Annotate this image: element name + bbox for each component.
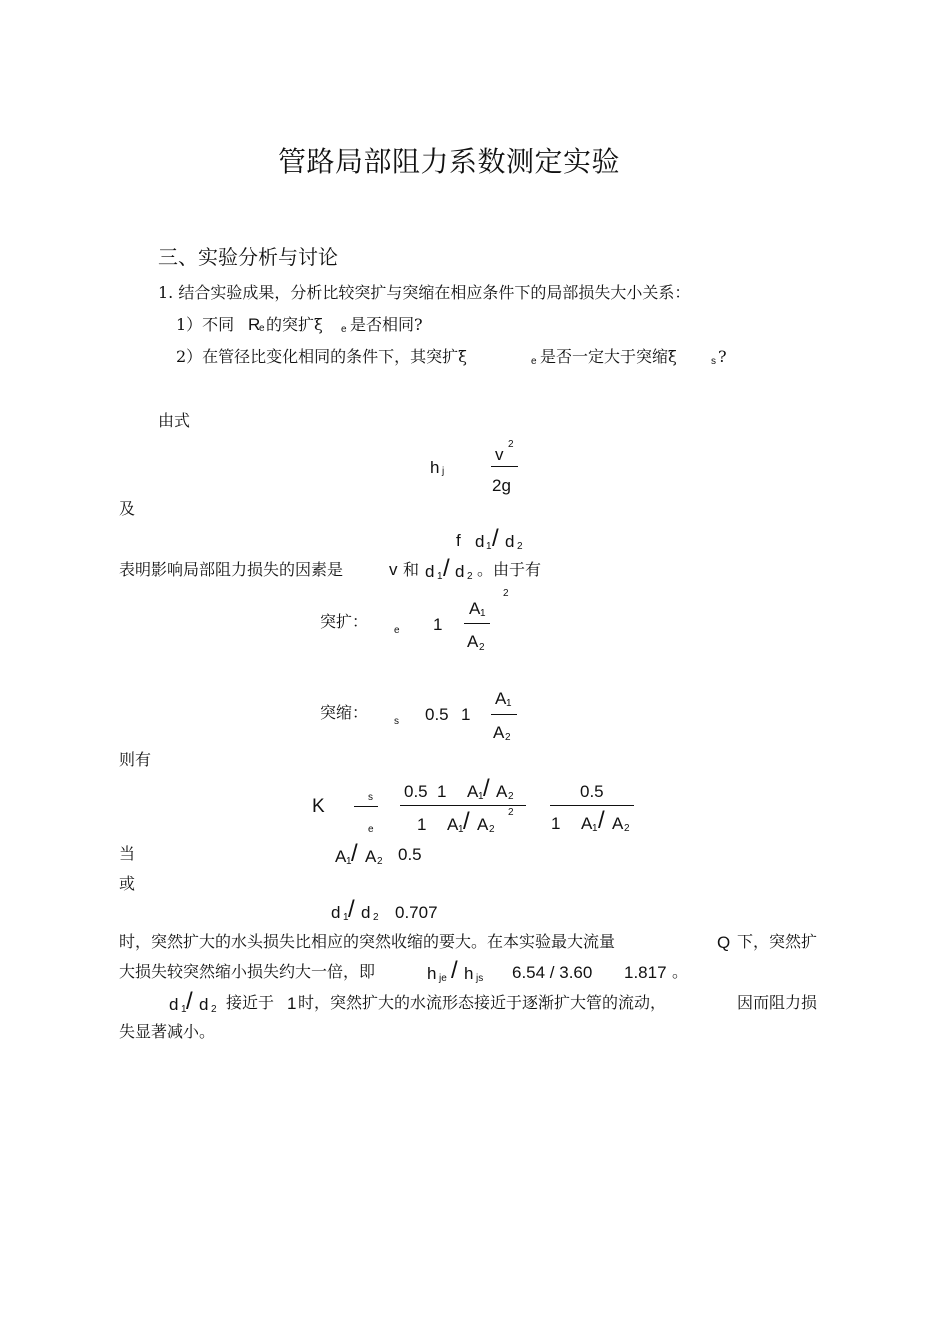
mid-den-A2-sub: 2 <box>489 824 495 835</box>
one-contraction: 1 <box>461 705 471 724</box>
slash-inline: / <box>443 555 450 582</box>
mid-num-05: 0.5 <box>404 782 428 801</box>
d1-symbol: d <box>475 532 485 551</box>
hjs-h: h <box>464 964 474 983</box>
q1b-prefix: 2）在管径比变化相同的条件下，其突扩ξ <box>176 347 467 366</box>
contraction-fraction-bar <box>491 714 517 715</box>
mid-num-slash: / <box>483 775 490 802</box>
expansion-exponent: 2 <box>503 588 509 599</box>
A2-expansion-sub: 2 <box>479 642 485 653</box>
p3-slash: / <box>186 988 193 1015</box>
right-den-A1: A <box>581 814 593 833</box>
mid-den-slash: / <box>463 808 470 835</box>
mid-num-A1: A <box>467 782 479 801</box>
q1a-R-sub: e <box>259 323 265 334</box>
right-den-slash: / <box>598 807 605 834</box>
K-fraction-bar <box>354 806 378 807</box>
hj-slash: / <box>451 957 458 984</box>
mid-den-A2: A <box>477 815 489 834</box>
v-symbol: v <box>495 445 504 464</box>
text-ji: 及 <box>119 499 136 518</box>
dang-A2-sub: 2 <box>377 856 383 867</box>
ratio-d1: d <box>331 903 341 922</box>
text-youyu: 。由于有 <box>477 560 542 579</box>
p3-d1: d <box>169 995 179 1014</box>
page-title: 管路局部阻力系数测定实验 <box>278 145 621 178</box>
q1a-suffix: 是否相同? <box>350 315 423 334</box>
question-1: 1. 结合实验成果，分析比较突扩与突缩在相应条件下的局部损失大小关系： <box>158 283 691 302</box>
hjs-sub: js <box>476 973 484 984</box>
dang-A2: A <box>365 847 377 866</box>
coef-05: 0.5 <box>425 705 449 724</box>
para-line-4: 失显著减小。 <box>119 1022 216 1041</box>
v-symbol-inline: v <box>389 560 398 579</box>
mid-num-1: 1 <box>437 782 447 801</box>
para-line-3c: 因而阻力损 <box>737 993 818 1012</box>
v-square: 2 <box>508 439 514 450</box>
one-expansion: 1 <box>433 615 443 634</box>
p3-d1-sub: 1 <box>181 1004 187 1015</box>
K-den-e: e <box>368 824 374 835</box>
ratio-value: 0.707 <box>395 903 438 922</box>
d2-inline: d <box>455 562 465 581</box>
mid-den-exponent: 2 <box>508 807 514 818</box>
A1-expansion-sub: 1 <box>480 608 486 619</box>
ratio-d1-sub: 1 <box>343 912 349 923</box>
mid-den-1: 1 <box>417 815 427 834</box>
q1a-R: R <box>248 315 261 334</box>
mid-num-A1-sub: 1 <box>478 791 484 802</box>
text-biaoming: 表明影响局部阻力损失的因素是 <box>119 560 344 579</box>
d1-inline: d <box>425 562 435 581</box>
text-huo: 或 <box>119 874 136 893</box>
K-symbol: K <box>312 796 325 817</box>
q1b-xi-s-sub: s <box>711 356 716 367</box>
mid-num-A2: A <box>496 782 508 801</box>
flow-Q: Q <box>717 933 731 952</box>
hje-sub: je <box>439 973 447 984</box>
para-line-2-end: 。 <box>672 962 689 981</box>
A2-contraction-sub: 2 <box>505 732 511 743</box>
mid-fraction-bar <box>400 805 526 806</box>
loss-ratio: 6.54 / 3.60 <box>512 963 593 982</box>
right-den-A2-sub: 2 <box>624 823 630 834</box>
f-symbol: f <box>456 531 461 550</box>
p3-d2: d <box>199 995 209 1014</box>
loss-result: 1.817 <box>624 963 667 982</box>
A1-expansion: A <box>469 599 481 618</box>
q1b-xi-e-sub: e <box>531 356 537 367</box>
j-sub: j <box>442 466 445 477</box>
xi-e-sub: e <box>394 625 400 636</box>
p3-d2-sub: 2 <box>211 1004 217 1015</box>
dang-value: 0.5 <box>398 845 422 864</box>
hje-h: h <box>427 964 437 983</box>
ratio-d2: d <box>361 903 371 922</box>
para-line-2: 大损失较突然缩小损失约大一倍，即 <box>119 962 376 981</box>
label-tusuo: 突缩： <box>320 703 369 722</box>
d2-symbol: d <box>505 532 515 551</box>
A1-contraction: A <box>495 689 507 708</box>
h-symbol: h <box>430 458 440 477</box>
q1a-xi-sub: e <box>341 324 347 335</box>
ratio-d2-sub: 2 <box>373 912 379 923</box>
slash: / <box>492 525 499 552</box>
para-line-3b: 时，突然扩大的水流形态接近于逐渐扩大管的流动， <box>298 993 667 1012</box>
label-tukuo: 突扩： <box>320 612 369 631</box>
para-line-3-one: 1 <box>287 994 297 1013</box>
text-he: 和 <box>403 560 420 579</box>
right-den-1: 1 <box>551 814 561 833</box>
para-line-3a: 接近于 <box>226 993 275 1012</box>
text-dang: 当 <box>119 844 136 863</box>
K-num-s: s <box>368 792 373 803</box>
para-line-1-end: 下，突然扩 <box>737 932 818 951</box>
dang-A1-sub: 1 <box>346 856 352 867</box>
q1b-suffix: ? <box>718 347 727 366</box>
right-fraction-bar <box>550 805 634 806</box>
q1b-middle: 是否一定大于突缩ξ <box>540 347 677 366</box>
dang-slash: / <box>351 840 358 867</box>
xi-s-sub: s <box>394 716 399 727</box>
d1-inline-sub: 1 <box>437 571 443 582</box>
denominator-2g: 2g <box>492 476 511 495</box>
right-num-05: 0.5 <box>580 782 604 801</box>
A2-contraction: A <box>493 723 505 742</box>
right-den-A1-sub: 1 <box>592 823 598 834</box>
d2-sub: 2 <box>517 541 523 552</box>
q1a-middle: 的突扩ξ <box>266 315 323 334</box>
expansion-fraction-bar <box>464 623 490 624</box>
A2-expansion: A <box>467 632 479 651</box>
A1-contraction-sub: 1 <box>506 698 512 709</box>
right-den-A2: A <box>612 814 624 833</box>
fraction-bar <box>491 466 518 467</box>
text-yousi: 由式 <box>158 411 191 430</box>
para-line-1: 时，突然扩大的水头损失比相应的突然收缩的要大。在本实验最大流量 <box>119 932 616 951</box>
text-zeyou: 则有 <box>119 750 152 769</box>
q1a-prefix: 1）不同 <box>176 315 235 334</box>
dang-A1: A <box>335 847 347 866</box>
d2-inline-sub: 2 <box>467 571 473 582</box>
ratio-slash: / <box>348 896 355 923</box>
mid-num-A2-sub: 2 <box>508 791 514 802</box>
section-heading: 三、实验分析与讨论 <box>158 245 338 269</box>
mid-den-A1: A <box>447 815 459 834</box>
mid-den-A1-sub: 1 <box>458 824 464 835</box>
d1-sub: 1 <box>486 541 492 552</box>
